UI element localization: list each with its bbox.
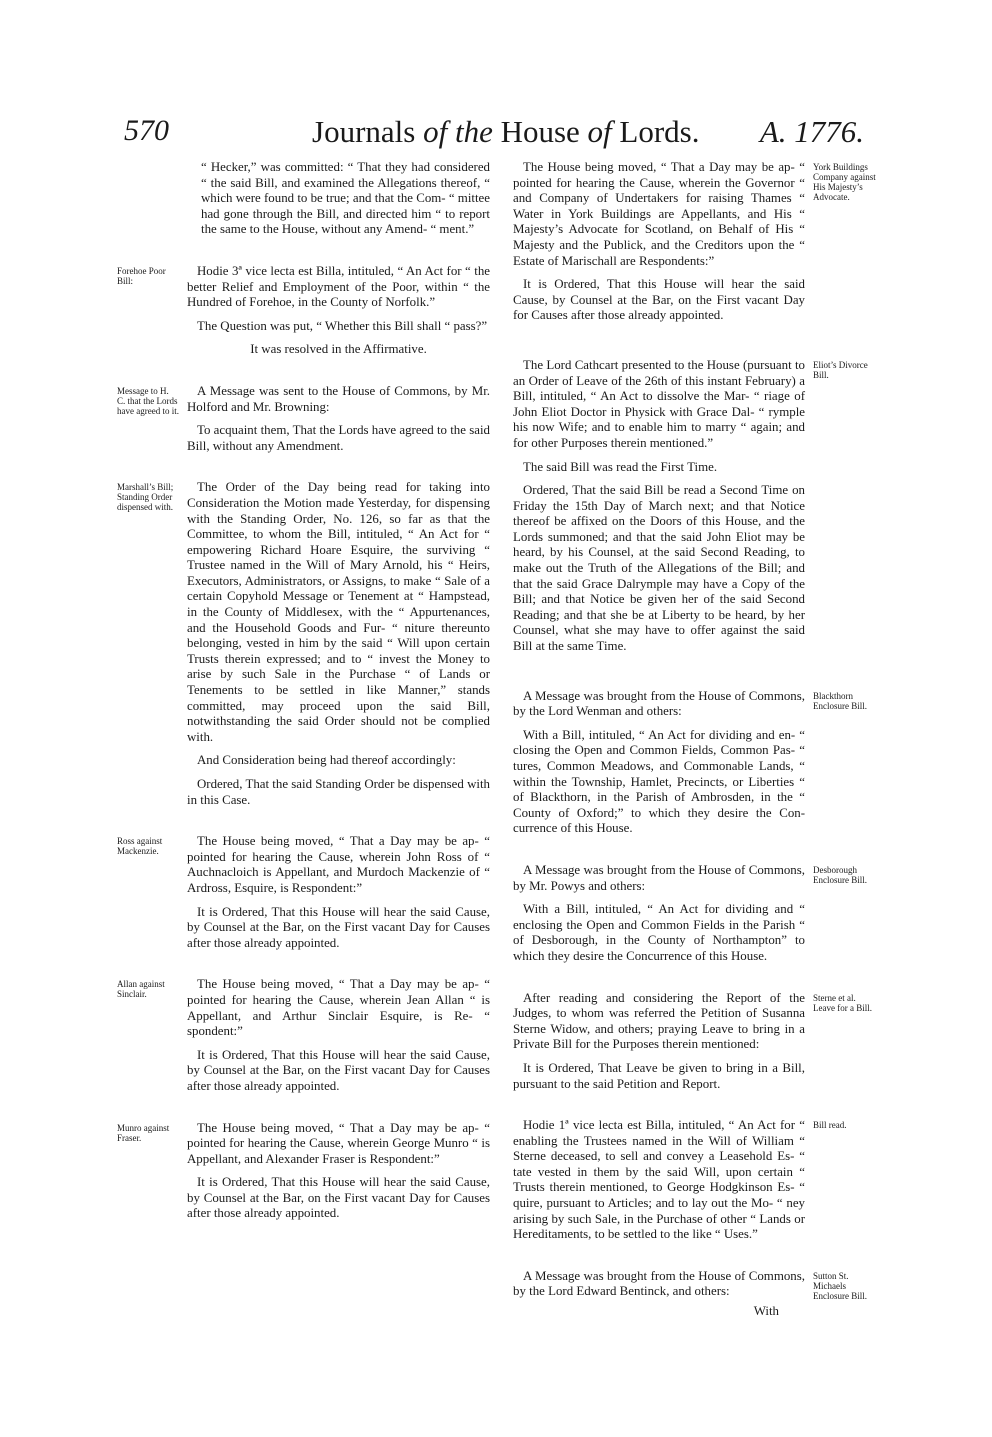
right-para-8: A Message was brought from the House of Commons, by Mr. Powys and others: [513, 862, 805, 893]
title-of-2: of [587, 114, 612, 149]
left-para-15: It is Ordered, That this House will hear the said Cause, by Counsel at the Bar, on the First vacant Day for Causes after those already appointed. [187, 1175, 490, 1221]
left-para-6: To acquaint them, That the Lords have agreed to the said Bill, without any Amendment. [187, 423, 490, 453]
margin-note-sterne: Sterne et al. Leave for a Bill. [813, 992, 872, 1013]
title-the: the [454, 114, 493, 149]
right-para-6: A Message was brought from the House of Commons, by the Lord Wenman and others: [513, 688, 805, 719]
bill-read-entry [513, 1118, 847, 1243]
left-para-8: And Consideration being had thereof accordingly: [197, 753, 456, 768]
right-para-9: With a Bill, intituled, “ An Act for dividing and “ enclosing the Open and Common Fields in the Parish “ of Desborough, in the County of Northampton” to which they desire the Concurrence of this House. [513, 902, 805, 963]
margin-note-blackthorn: Blackthorn Enclosure Bill. [813, 690, 867, 711]
margin-note-message: Message to H. C. that the Lords have agreed to it. [117, 385, 179, 416]
right-para-2: It is Ordered, That this House will hear the said Cause, by Counsel at the Bar, on the First vacant Day for Causes after those already appointed. [513, 277, 805, 323]
right-para-4: The said Bill was read the First Time. [523, 459, 718, 474]
margin-note-forehoe: Forehoe Poor Bill: [117, 265, 166, 286]
left-para-3: The Question was put, “ Whether this Bill shall “ pass?” [197, 318, 488, 333]
right-para-11: It is Ordered, That Leave be given to bring in a Bill, pursuant to the said Petition and Report. [513, 1060, 805, 1091]
catchword: With [753, 1304, 779, 1319]
title-house: House [500, 114, 580, 149]
sutton-entry [513, 1268, 867, 1301]
margin-note-bill-read: Bill read. [813, 1120, 847, 1131]
desborough-entry [513, 862, 867, 894]
left-para-4: It was resolved in the Affirmative. [250, 342, 427, 357]
left-para-11: It is Ordered, That this House will hear the said Cause, by Counsel at the Bar, on the First vacant Day for Causes after those already appointed. [187, 904, 490, 950]
margin-note-desborough: Desborough Enclosure Bill. [813, 864, 867, 885]
title-journals: Journals [312, 114, 416, 149]
left-para-1: “ Hecker,” was committed: “ That they had considered “ the said Bill, and examined the Allegations thereof, “ which were found to be true; and that the Com- “ mittee had gone through the Bill, and directed him “ to report the same to the House, without any Amend- “ ment.” [201, 160, 490, 237]
allan-entry [117, 977, 490, 1039]
margin-note-ross: Ross against Mackenzie. [117, 836, 163, 857]
ross-entry [117, 834, 490, 896]
right-para-1: The House being moved, “ That a Day may be ap- “ pointed for hearing the Cause, wherein the Governor “ and Company of Undertakers for raising Thames “ Water in York Buildings are Appellants, and His “ Majesty’s Advocate for Scotland, on Behalf of His “ Majesty and the Publick, and the Creditors upon the “ Estate of Marischall are Respondents:” [513, 160, 805, 268]
title-lords: Lords. [619, 114, 700, 149]
margin-note-munro: Munro against Fraser. [117, 1122, 170, 1143]
right-para-12: Hodie 1ª vice lecta est Billa, intituled, “ An Act for “ enabling the Trustees named in the Will of William “ Sterne deceased, to sell and convey a Leasehold Es- “ tate vested in them by the said Will, upon certain “ Trusts therein mentioned, to George Hodgkinson Es- “ quire, pursuant to Articles; and to lay out the Mo- “ ney arising by such Sale, in the Purchase of other “ Lands or Hereditaments, to be settled to the like “ Uses.” [513, 1118, 805, 1242]
page-year: A. 1776. [759, 114, 864, 149]
left-para-5: A Message was sent to the House of Commons, by Mr. Holford and Mr. Browning: [187, 383, 490, 414]
margin-note-eliot: Eliot’s Divorce Bill. [813, 359, 868, 380]
left-para-12: The House being moved, “ That a Day may be ap- “ pointed for hearing the Cause, wherein Jean Allan “ is Appellant, and Arthur Sinclair Esquire, is Re- “ spondent:” [187, 977, 490, 1039]
right-para-7: With a Bill, intituled, “ An Act for dividing and en- “ closing the Open and Common Fields, Common Pas- “ tures, Common Meadows, and Commonable Lands, “ within the Township, Hamlet, Precincts, or Liberties “ of Blackthorn, in the Parish of Ambrosden, in the “ County of Oxford;” to which they desire the Con- currence of this House. [513, 727, 805, 836]
right-column [513, 160, 876, 1320]
left-para-7: The Order of the Day being read for taking into Consideration the Motion made Yesterday, for dispensing with the Standing Order, No. 126, so far as that the Committee, to whom the Bill, intituled, “ An Act for “ empowering Richard Hoare Esquire, the surviving “ Trustee named in the Will of Mary Arnold, his “ Heirs, Executors, Administrators, or Assigns, to make “ Sale of a certain Copyhold Message or Tenement at “ Hampstead, in the County of Middlesex, with the “ Appurtenances, and the Household Goods and Fur- “ niture thereunto belonging, vested in him by the said “ Will upon certain Trusts therein expressed; and to “ invest the Money to arise by such Sale in the Purchase “ of Lands or Tenements to be settled in like Manner,” stands committed, may proceed upon the said Bill, notwithstanding the said Order should not be complied with. [187, 480, 490, 744]
running-title [312, 114, 700, 150]
margin-note-york: York Buildings Company against His Majesty’s Advocate. [813, 162, 876, 202]
munro-entry [117, 1120, 490, 1168]
right-para-3: The Lord Cathcart presented to the House (pursuant to an Order of Leave of the 26th of this instant February) a Bill, intituled, “ An Act to dissolve the Mar- “ riage of John Eliot Doctor in Physick with Grace Dal- “ rymple his now Wife; and to enable him to marry “ again; and for other Purposes therein mentioned.” [513, 357, 805, 450]
left-para-14: The House being moved, “ That a Day may be ap- “ pointed for hearing the Cause, wherein George Munro “ is Appellant, and Alexander Fraser is Respondent:” [187, 1120, 490, 1166]
title-of-1: of [423, 114, 448, 149]
eliot-entry [513, 357, 868, 452]
sterne-entry [513, 990, 872, 1053]
margin-note-allan: Allan against Sinclair. [117, 979, 165, 1000]
right-para-10: After reading and considering the Report of the Judges, to whom was referred the Petition of Susanna Sterne Widow, and others; praying Leave to bring in a Private Bill for the Purposes therein mentioned: [513, 990, 805, 1052]
left-para-13: It is Ordered, That this House will hear the said Cause, by Counsel at the Bar, on the First vacant Day for Causes after those already appointed. [187, 1047, 490, 1093]
york-entry [513, 160, 876, 269]
left-column [117, 160, 490, 1230]
page-header [124, 114, 864, 154]
right-para-5: Ordered, That the said Bill be read a Second Time on Friday the 15th Day of March next; and that Notice thereof be affixed on the Doors of this House, and the Lords summoned; and that the said John Eliot may be heard, by his Counsel, at the said Second Reading, to make out the Truth of the Allegations of the Bill; and that the said Grace Dalrymple may have a Copy of the Bill; and that Notice be given her of the said Second Reading; and that she be at Liberty to be heard, by her Counsel, what she may have to offer against the said Bill at the same Time. [513, 483, 805, 654]
right-para-13: A Message was brought from the House of Commons, by the Lord Edward Bentinck, and others: [513, 1268, 805, 1299]
page-number: 570 [124, 114, 169, 147]
left-para-2: Hodie 3ª vice lecta est Billa, intituled, “ An Act for “ the better Relief and Employment of the Poor, within “ the Hundred of Forehoe, in the County of Norfolk.” [187, 263, 490, 310]
marshall-entry [117, 480, 490, 745]
left-para-9: Ordered, That the said Standing Order be dispensed with in this Case. [187, 777, 490, 807]
margin-note-marshall: Marshall’s Bill; Standing Order dispensed with. [117, 482, 174, 513]
left-para-10: The House being moved, “ That a Day may be ap- “ pointed for hearing the Cause, wherein John Ross of “ Auchnacloich is Appellant, and Murdoch Mackenzie of “ Ardross, Esquire, is Respondent:” [187, 834, 490, 895]
forehoe-entry [117, 263, 490, 311]
blackthorn-entry [513, 688, 867, 720]
message-entry [117, 383, 490, 416]
margin-note-sutton: Sutton St. Michaels Enclosure Bill. [813, 1270, 867, 1301]
